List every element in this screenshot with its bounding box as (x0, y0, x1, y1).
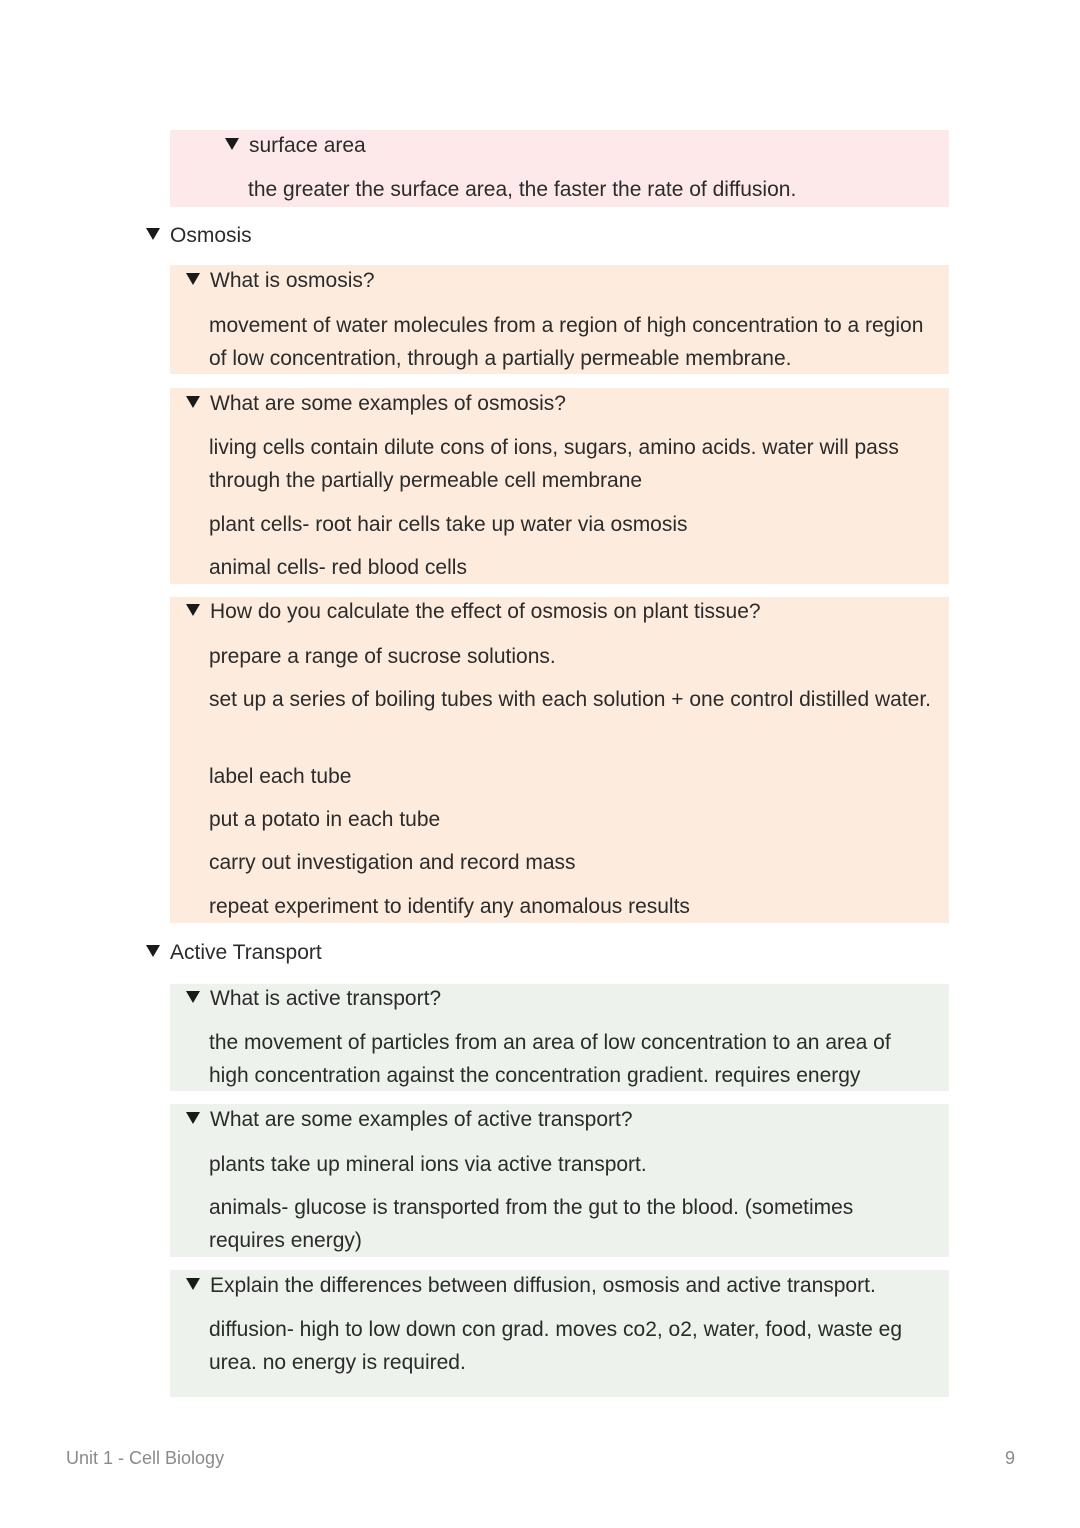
osmosis-q2-p1: living cells contain dilute cons of ions, sugars, amino acids. water will pass through the partially permeable cell membrane (209, 436, 899, 492)
surface-area-heading: surface area (249, 134, 366, 157)
active-q1-toggle[interactable] (186, 987, 441, 1011)
surface-area-text: the greater the surface area, the faster the rate of diffusion. (248, 178, 797, 201)
active-q1-heading: What is active transport? (210, 987, 442, 1010)
triangle-down-icon (146, 228, 160, 240)
osmosis-q2-heading: What are some examples of osmosis? (210, 392, 566, 415)
triangle-down-icon (186, 991, 200, 1003)
active-transport-toggle[interactable] (146, 941, 322, 965)
triangle-down-icon (186, 273, 200, 285)
triangle-down-icon (186, 604, 200, 616)
osmosis-q3-toggle[interactable] (186, 600, 761, 624)
surface-area-toggle[interactable] (225, 134, 366, 158)
active-transport-title: Active Transport (170, 941, 322, 964)
active-q3-p1: diffusion- high to low down con grad. moves co2, o2, water, food, waste eg urea. no energy is required. (209, 1318, 903, 1374)
active-q2-p1: plants take up mineral ions via active transport. (209, 1153, 647, 1176)
triangle-down-icon (225, 138, 239, 150)
triangle-down-icon (186, 1278, 200, 1290)
osmosis-q3-heading: How do you calculate the effect of osmosis on plant tissue? (210, 600, 761, 623)
page-number: 9 (1004, 1448, 1015, 1468)
triangle-down-icon (186, 396, 200, 408)
active-q3-toggle[interactable] (186, 1274, 876, 1298)
osmosis-q2-p3: animal cells- red blood cells (209, 556, 467, 579)
osmosis-q3-p2: set up a series of boiling tubes with each solution + one control distilled water. (209, 688, 932, 711)
osmosis-q3-p6: repeat experiment to identify any anomalous results (209, 895, 690, 918)
osmosis-q2-p2: plant cells- root hair cells take up water via osmosis (209, 513, 688, 536)
osmosis-q1-toggle[interactable] (186, 269, 375, 293)
osmosis-q1-heading: What is osmosis? (210, 269, 375, 292)
active-q2-p2: animals- glucose is transported from the gut to the blood. (sometimes requires energy) (209, 1196, 854, 1252)
osmosis-title: Osmosis (170, 224, 252, 247)
active-q2-toggle[interactable] (186, 1108, 633, 1132)
osmosis-q3-p5: carry out investigation and record mass (209, 851, 576, 874)
triangle-down-icon (146, 945, 160, 957)
osmosis-q3-p4: put a potato in each tube (209, 808, 441, 831)
osmosis-q3-p3: label each tube (209, 765, 352, 788)
osmosis-q1-text: movement of water molecules from a region of high concentration to a region of low concentration, through a partially permeable membrane. (209, 314, 924, 370)
active-q2-heading: What are some examples of active transport? (210, 1108, 633, 1131)
footer-unit-label: Unit 1 - Cell Biology (66, 1448, 225, 1468)
osmosis-q2-toggle[interactable] (186, 392, 566, 416)
osmosis-q3-p1: prepare a range of sucrose solutions. (209, 645, 556, 668)
active-q1-text: the movement of particles from an area of low concentration to an area of high concentration against the concentration gradient. requires energy (209, 1031, 891, 1087)
triangle-down-icon (186, 1112, 200, 1124)
osmosis-toggle[interactable] (146, 224, 252, 248)
active-q3-heading: Explain the differences between diffusion, osmosis and active transport. (210, 1274, 876, 1297)
